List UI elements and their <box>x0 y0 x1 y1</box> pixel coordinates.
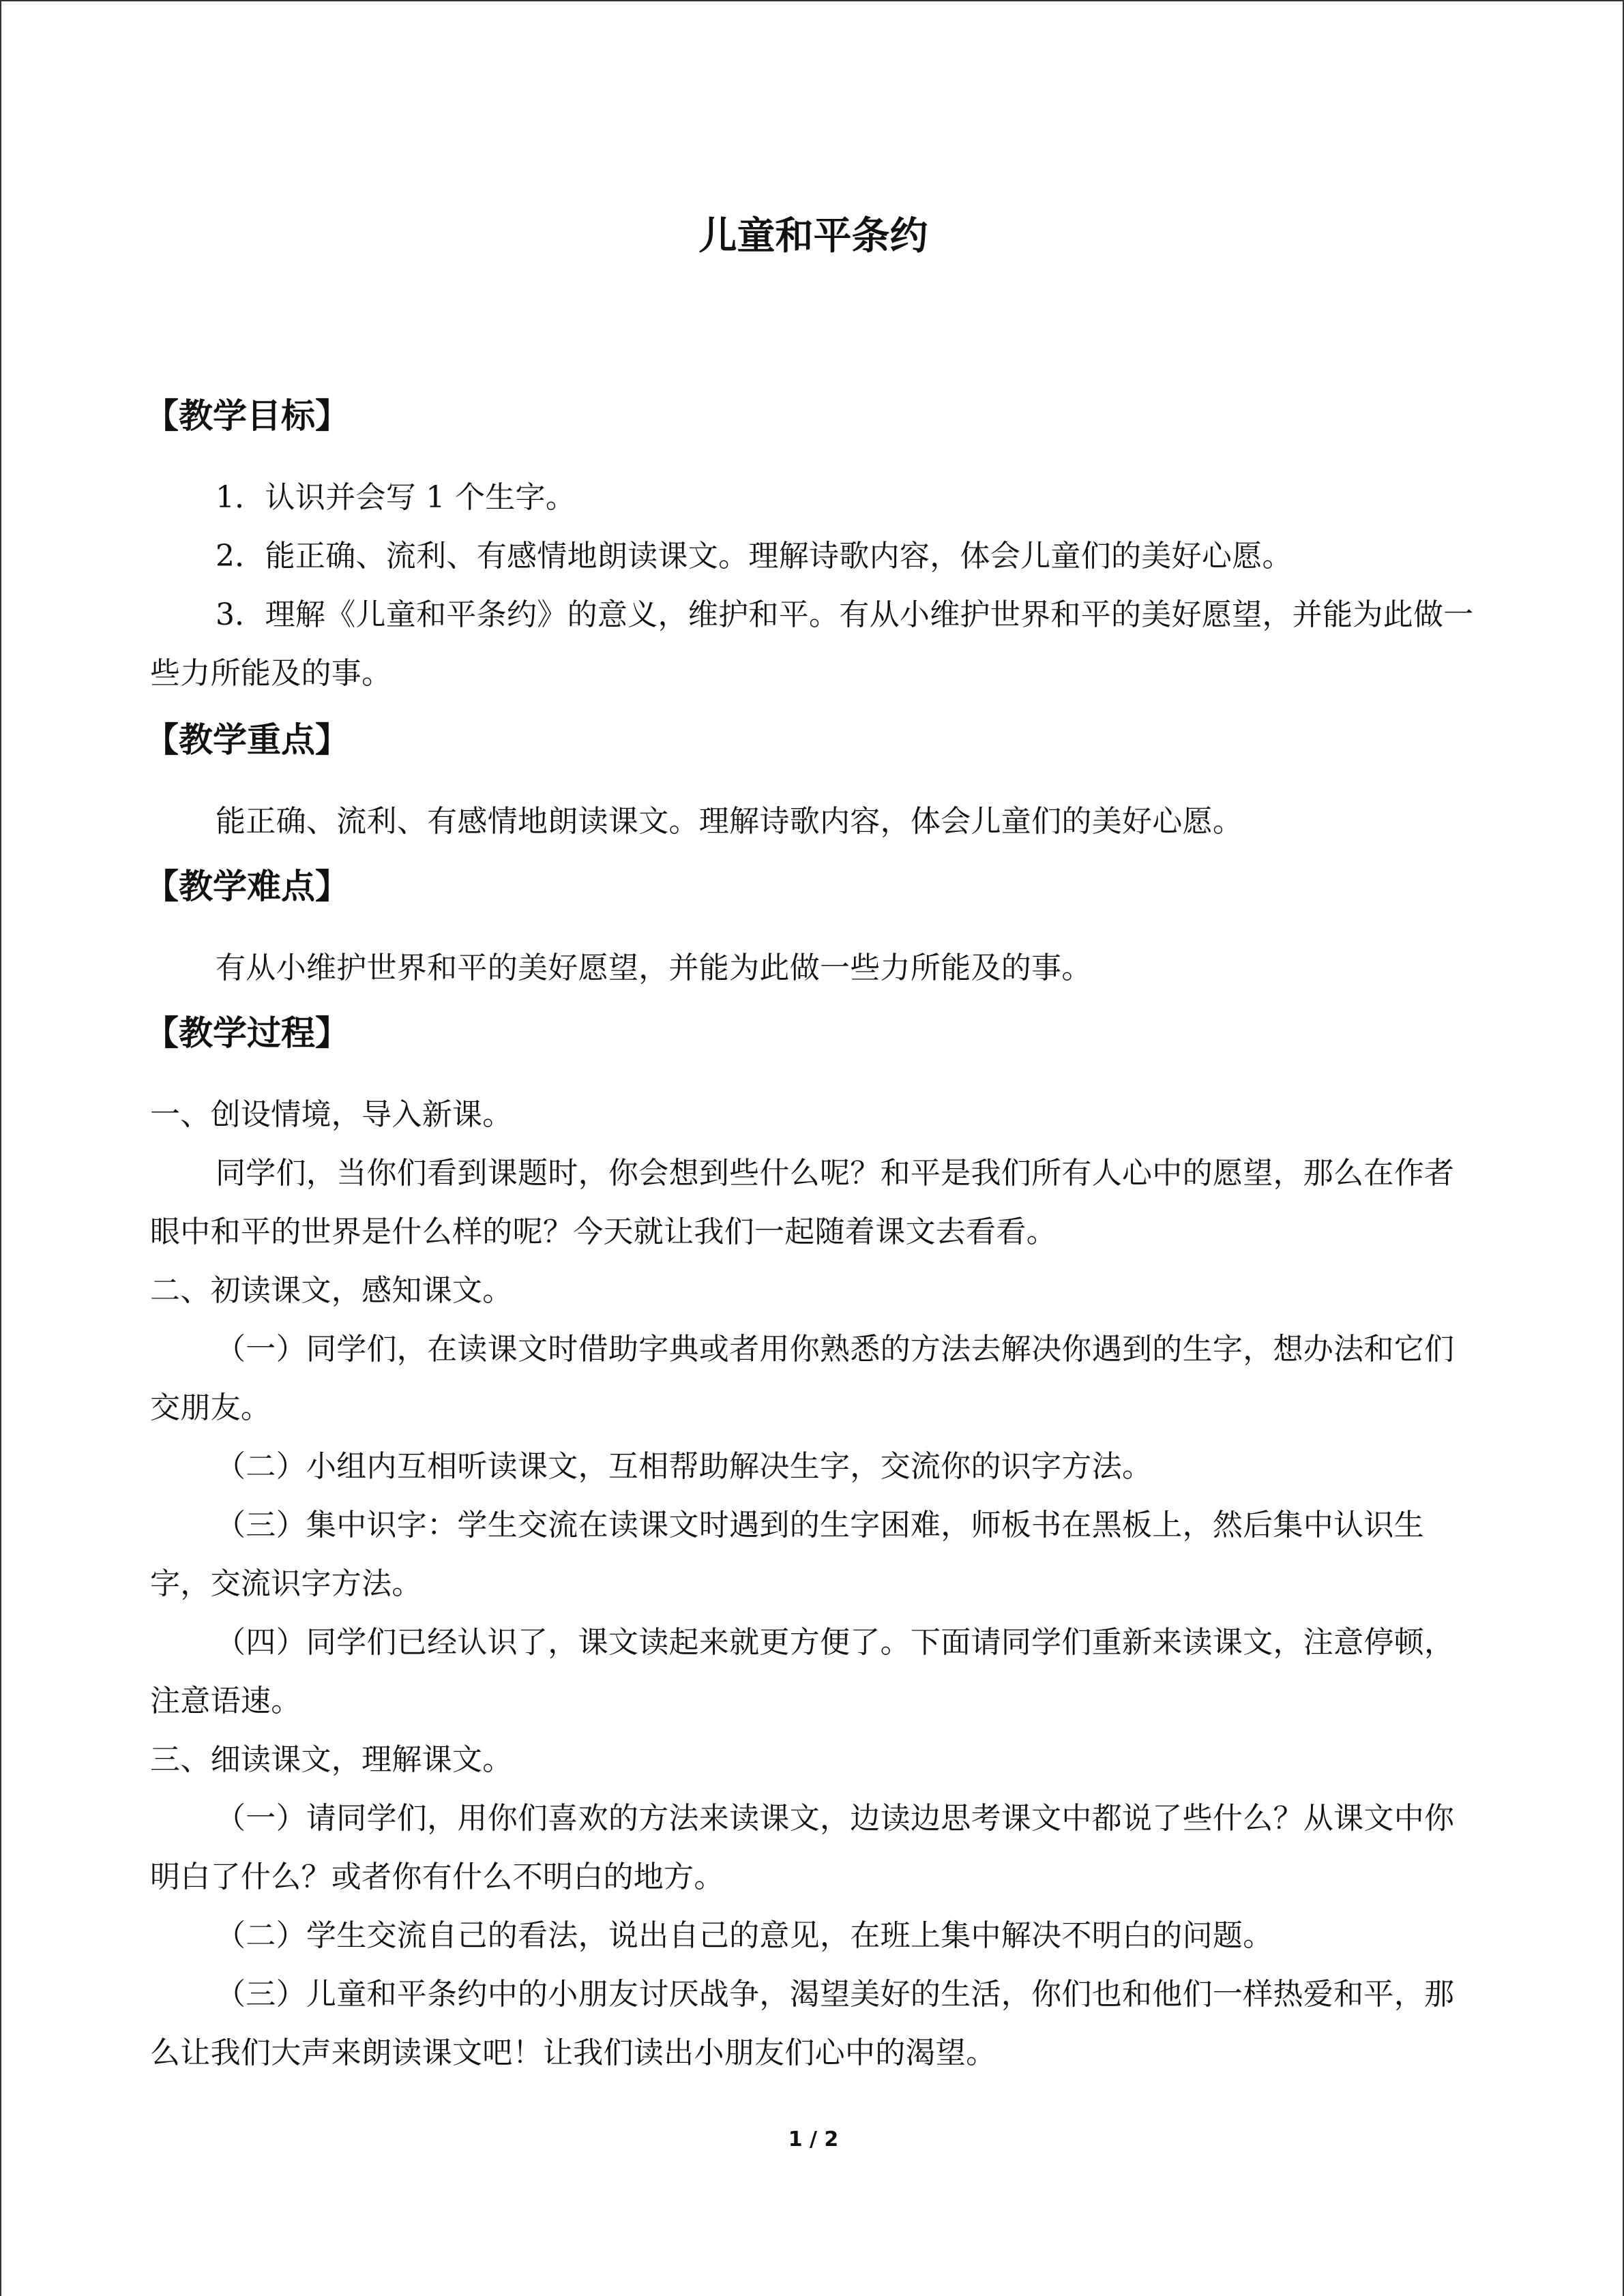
objective-item: 1．认识并会写 1 个生字。 <box>216 480 576 515</box>
process-step-item: （三）儿童和平条约中的小朋友讨厌战争，渴望美好的生活，你们也和他们一样热爱和平，那么让我们大声来朗读课文吧！让我们读出小朋友们心中的渴望。 <box>150 1977 1455 2070</box>
heading-key-points: 【教学重点】 <box>145 720 349 760</box>
heading-objectives: 【教学目标】 <box>145 396 349 436</box>
process-step-item: （四）同学们已经认识了，课文读起来就更方便了。下面请同学们重新来读课文，注意停顿，注意语速。 <box>150 1625 1455 1718</box>
document-title: 儿童和平条约 <box>698 214 928 258</box>
key-points-text: 能正确、流利、有感情地朗读课文。理解诗歌内容，体会儿童们的美好心愿。 <box>216 804 1243 839</box>
process-step-item: （一）请同学们，用你们喜欢的方法来读课文，边读边思考课文中都说了些什么？从课文中你明白了什么？或者你有什么不明白的地方。 <box>150 1801 1455 1894</box>
process-step-title: 一、创设情境，导入新课。 <box>150 1097 513 1132</box>
process-step-item: （二）小组内互相听读课文，互相帮助解决生字，交流你的识字方法。 <box>216 1449 1153 1484</box>
process-step-item: （二）学生交流自己的看法，说出自己的意见，在班上集中解决不明白的问题。 <box>216 1918 1273 1953</box>
process-step-text: 同学们，当你们看到课题时，你会想到些什么呢？和平是我们所有人心中的愿望，那么在作者眼中和平的世界是什么样的呢？今天就让我们一起随着课文去看看。 <box>150 1156 1455 1249</box>
heading-difficulties: 【教学难点】 <box>145 867 349 906</box>
process-step-item: （三）集中识字：学生交流在读课文时遇到的生字困难，师板书在黑板上，然后集中认识生字，交流识字方法。 <box>150 1508 1424 1601</box>
difficulties-text: 有从小维护世界和平的美好愿望，并能为此做一些力所能及的事。 <box>216 951 1092 985</box>
process-step-title: 三、细读课文，理解课文。 <box>150 1742 513 1777</box>
process-step-title: 二、初读课文，感知课文。 <box>150 1273 513 1308</box>
objective-item: 3．理解《儿童和平条约》的意义，维护和平。有从小维护世界和平的美好愿望，并能为此做一些力所能及的事。 <box>150 597 1474 691</box>
objective-item: 2．能正确、流利、有感情地朗读课文。理解诗歌内容，体会儿童们的美好心愿。 <box>216 539 1293 573</box>
heading-process: 【教学过程】 <box>145 1013 349 1053</box>
page-number: 1 / 2 <box>788 2128 839 2151</box>
process-step-item: （一）同学们，在读课文时借助字典或者用你熟悉的方法去解决你遇到的生字，想办法和它们交朋友。 <box>150 1332 1455 1425</box>
